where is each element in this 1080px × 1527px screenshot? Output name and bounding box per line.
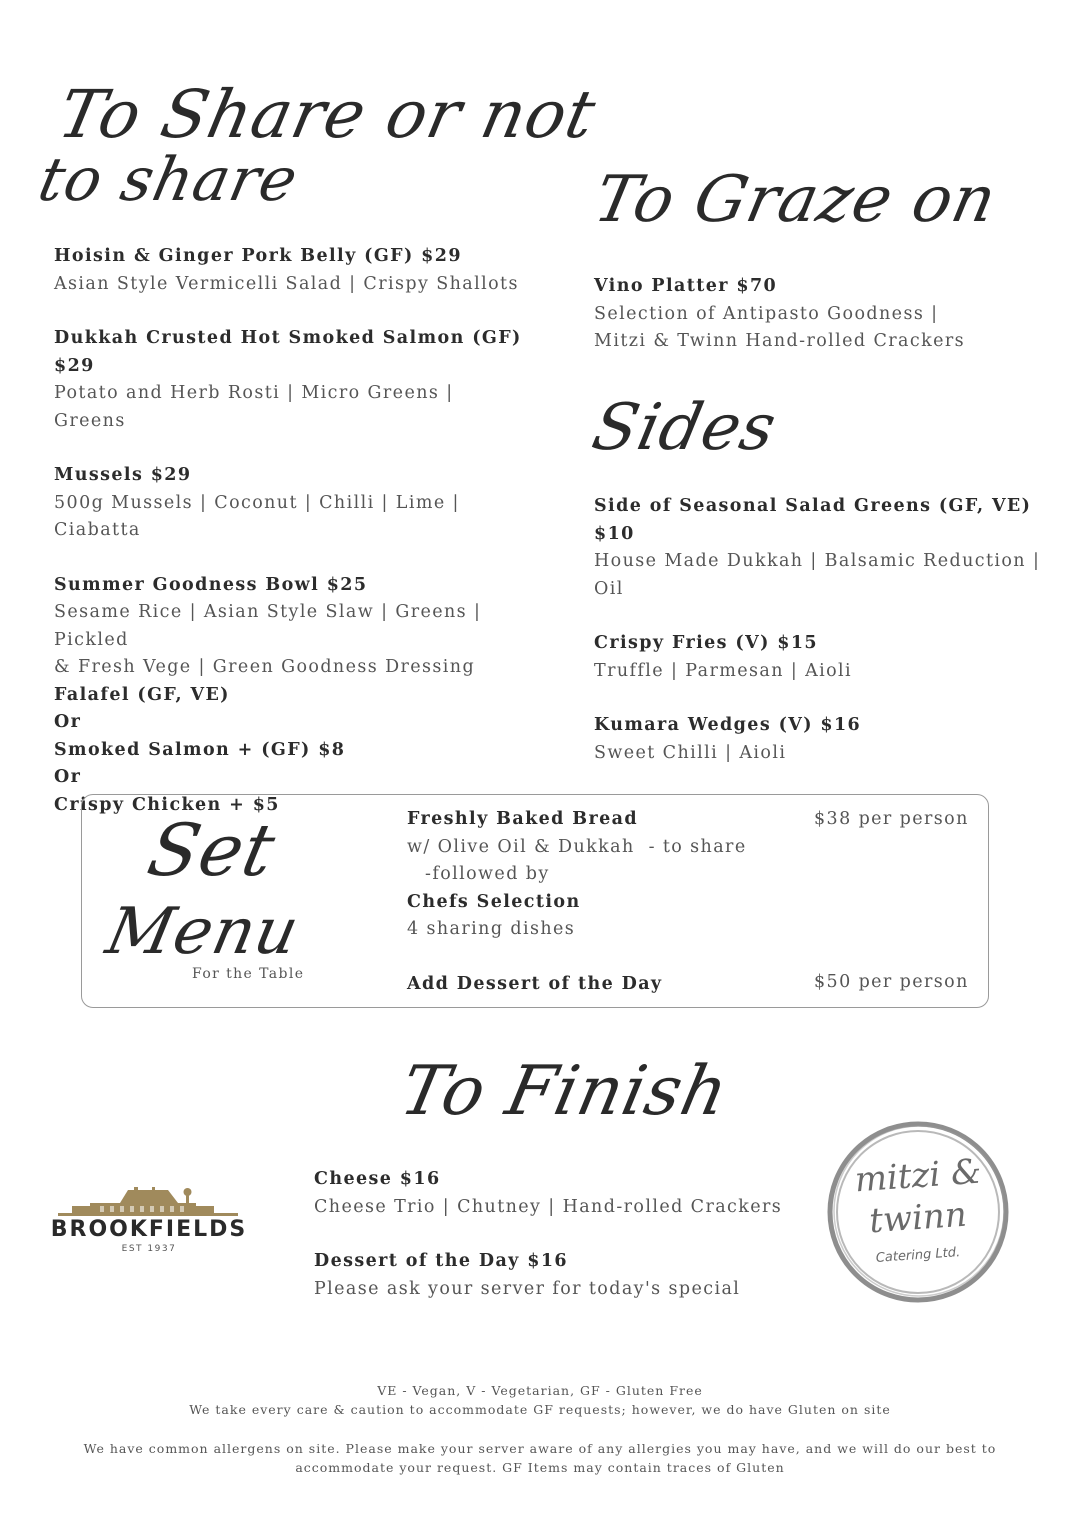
brookfields-est: EST 1937 <box>121 1244 177 1254</box>
bowl-option: Crispy Chicken + $5 <box>54 794 280 815</box>
item-description: 500g Mussels | Coconut | Chilli | Lime | Ciabatta <box>54 492 460 540</box>
price-main: $38 per person <box>814 809 969 829</box>
menu-item <box>54 243 534 298</box>
item-description: House Made Dukkah | Balsamic Reduction | Oil <box>594 551 1041 599</box>
item-title: Kumara Wedges (V) $16 <box>594 715 862 735</box>
item-description: Please ask your server for today's special <box>314 1278 741 1299</box>
menu-item <box>314 1166 784 1221</box>
finish-heading: To Finish <box>393 1052 736 1131</box>
menu-item <box>314 1248 784 1303</box>
share-heading-line1: To Share or not <box>51 76 603 153</box>
bowl-option: Falafel (GF, VE) <box>54 684 230 705</box>
chefs-title: Chefs Selection <box>407 891 581 912</box>
item-description: Mitzi & Twinn Hand-rolled Crackers <box>594 331 965 351</box>
item-description: Greens <box>54 410 126 431</box>
sides-heading: Sides <box>586 391 783 465</box>
sides-menu-list <box>594 493 1064 767</box>
item-description: Asian Style Vermicelli Salad | Crispy Shallots <box>54 273 519 294</box>
item-title: Vino Platter $70 <box>594 276 778 296</box>
winery-building-icon <box>28 1184 268 1220</box>
graze-menu-list <box>594 273 1064 356</box>
followed-by: -followed by <box>425 864 550 884</box>
footer-allergens <box>0 1439 1080 1477</box>
price-dessert: $50 per person <box>814 972 969 992</box>
dietary-legend: VE - Vegan, V - Vegetarian, GF - Gluten Free <box>377 1383 703 1398</box>
item-title: Dessert of the Day $16 <box>314 1251 568 1271</box>
mitzi-line3: Catering Ltd. <box>875 1245 961 1266</box>
item-description: Cheese Trio | Chutney | Hand-rolled Crackers <box>314 1196 783 1217</box>
set-menu-details <box>407 806 787 998</box>
menu-item <box>594 630 1064 685</box>
menu-item <box>594 273 1064 356</box>
bowl-option: Smoked Salmon + (GF) $8 <box>54 739 346 760</box>
set-menu-heading-line2: Menu <box>100 895 306 969</box>
allergen-note-line1: We have common allergens on site. Please make your server aware of any allergies you may have, and we will do our best to <box>83 1441 997 1456</box>
item-title: Hoisin & Ginger Pork Belly (GF) $29 <box>54 246 462 266</box>
share-menu-list <box>54 243 534 819</box>
brookfields-logo <box>28 1184 268 1256</box>
share-heading-line2: to share <box>32 145 305 215</box>
item-description: Selection of Antipasto Goodness | <box>594 303 939 324</box>
item-title: Side of Seasonal Salad Greens (GF, VE) $10 <box>594 496 1032 544</box>
mitzi-twinn-logo <box>824 1118 1012 1306</box>
bowl-option: Or <box>54 767 82 787</box>
menu-item <box>54 325 534 435</box>
item-title: Crispy Fries (V) $15 <box>594 633 818 653</box>
dessert-addon-title: Add Dessert of the Day <box>407 973 663 994</box>
mitzi-line2: twinn <box>868 1194 968 1242</box>
item-description: Sweet Chilli | Aioli <box>594 742 787 763</box>
bread-description: w/ Olive Oil & Dukkah - to share <box>407 836 747 857</box>
footer-notes <box>0 1381 1080 1419</box>
set-menu-subheading: For the Table <box>192 966 305 982</box>
bowl-option: Or <box>54 712 82 732</box>
set-menu-heading-line1: Set <box>141 808 283 892</box>
item-title: Mussels $29 <box>54 465 192 485</box>
item-description: & Fresh Vege | Green Goodness Dressing <box>54 657 476 677</box>
brookfields-name: BROOKFIELDS <box>50 1217 248 1242</box>
item-title: Cheese $16 <box>314 1169 441 1189</box>
gf-note: We take every care & caution to accommodate GF requests; however, we do have Gluten on site <box>189 1402 891 1417</box>
menu-item <box>594 493 1064 603</box>
allergen-note-line2: accommodate your request. GF Items may contain traces of Gluten <box>295 1460 785 1475</box>
menu-item <box>54 462 534 545</box>
mitzi-line1: mitzi & <box>853 1151 983 1201</box>
menu-item <box>54 572 534 820</box>
item-description: Sesame Rice | Asian Style Slaw | Greens | Pickled <box>54 602 482 650</box>
graze-heading: To Graze on <box>588 163 1004 237</box>
chefs-description: 4 sharing dishes <box>407 919 576 939</box>
finish-menu-list <box>314 1166 784 1303</box>
item-title: Dukkah Crusted Hot Smoked Salmon (GF) $29 <box>54 328 522 376</box>
item-description: Potato and Herb Rosti | Micro Greens | <box>54 383 454 403</box>
menu-item <box>594 712 1064 767</box>
bread-title: Freshly Baked Bread <box>407 809 638 829</box>
item-title: Summer Goodness Bowl $25 <box>54 574 368 595</box>
item-description: Truffle | Parmesan | Aioli <box>594 660 853 681</box>
